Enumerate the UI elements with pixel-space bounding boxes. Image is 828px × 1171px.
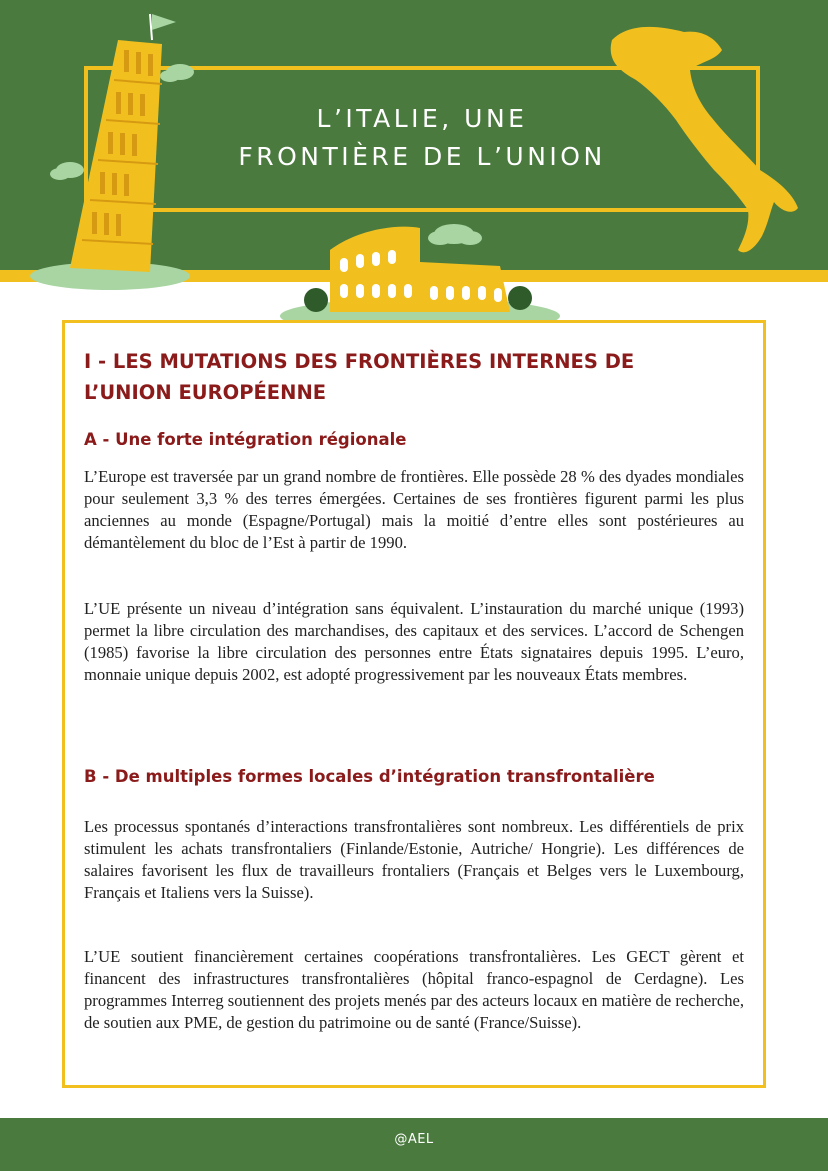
page-title-line-2: FRONTIÈRE DE L’UNION xyxy=(238,142,606,171)
colosseum-icon xyxy=(280,227,560,334)
page-title-line-1: L’ITALIE, UNE xyxy=(316,104,528,133)
subsection-b-paragraph-1: Les processus spontanés d’interactions transfrontalières sont nombreux. Les différentiels de prix stimulent les achats transfrontaliers (Finlande/Estonie, Autriche/ Hongrie). Les différences de salaires favorisent les flux de travailleurs frontaliers (Français et Belges vers le Luxembourg, Français et Italiens vers la Suisse). xyxy=(84,817,744,902)
footer-credit: @AEL xyxy=(394,1132,434,1147)
section-title: I - LES MUTATIONS DES FRONTIÈRES INTERNES DE L’UNION EUROPÉENNE xyxy=(84,350,635,404)
subsection-a-paragraph-1: L’Europe est traversée par un grand nombre de frontières. Elle possède 28 % des dyades mondiales pour seulement 3,3 % des terres émergées. Certaines de ses frontières figurent parmi les plus anciennes au monde (Espagne/Portugal) mais la moitié d’entre elles sont postérieures au démantèlement du bloc de l’Est à partir de 1990. xyxy=(84,467,744,552)
subsection-b-title: B - De multiples formes locales d’intégration transfrontalière xyxy=(84,767,655,786)
page-title xyxy=(84,100,760,176)
subsection-b-paragraph-2: L’UE soutient financièrement certaines coopérations transfrontalières. Les GECT gèrent et financent des infrastructures transfrontalières (hôpital franco-espagnol de Cerdagne). Les programmes Interreg soutiennent des projets menés par des acteurs locaux en matière de recherche, de soutien aux PME, de gestion du patrimoine ou de santé (France/Suisse). xyxy=(84,947,744,1032)
subsection-a-paragraph-2: L’UE présente un niveau d’intégration sans équivalent. L’instauration du marché unique (1993) permet la libre circulation des marchandises, des capitaux et des services. L’accord de Schengen (1985) favorise la libre circulation des personnes entre États signataires depuis 1995. L’euro, monnaie unique depuis 2002, est adopté progressivement par les nouveaux États membres. xyxy=(84,599,744,684)
subsection-a-title: A - Une forte intégration régionale xyxy=(84,430,407,449)
